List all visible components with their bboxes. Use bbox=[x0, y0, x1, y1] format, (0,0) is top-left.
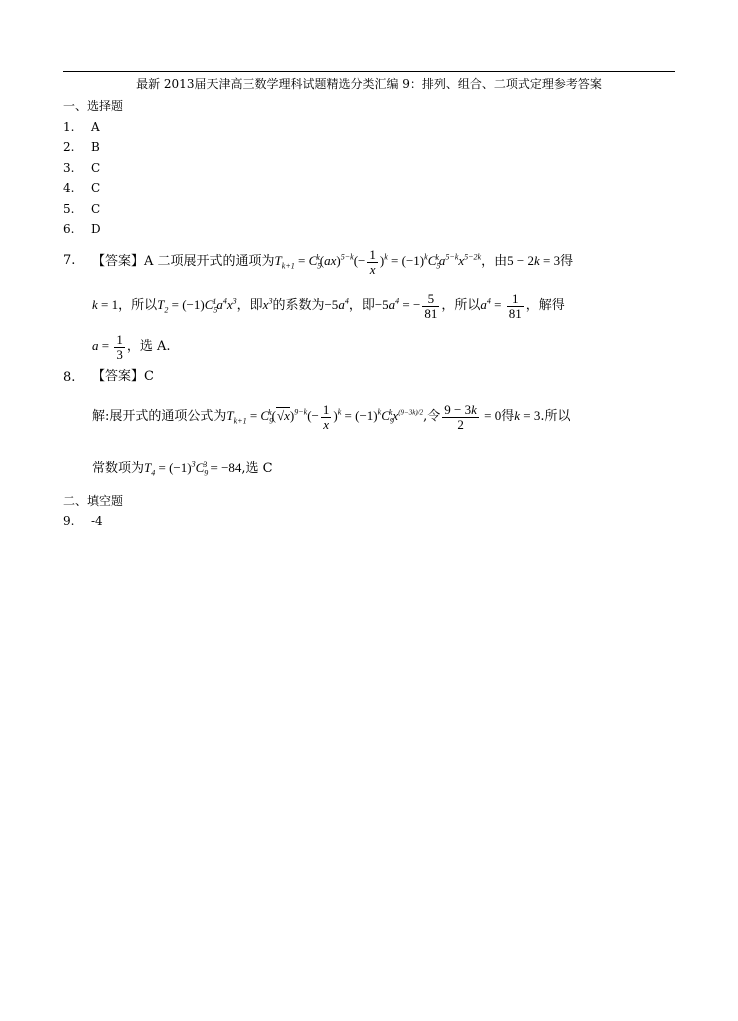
q8-answer: 【答案】C bbox=[92, 369, 154, 384]
q7-line-1: 【答案】A 二项展开式的通项为$T_{k+1} = C_5^k(ax)^{5-k}(-$ $\frac{1}{x}$ )$^k = (-1)^kC_5^ka^{5-k}x^{5-2k}$，由5 − 2k = 3得 bbox=[92, 247, 574, 277]
section-fill-heading: 二、填空题 bbox=[63, 494, 124, 508]
choice-answer-1: 1. A bbox=[63, 120, 100, 134]
choice-answer-2: 2. B bbox=[63, 140, 100, 154]
choice-answer-4: 4. C bbox=[63, 181, 101, 195]
choice-answer-3: 3. C bbox=[63, 161, 101, 175]
page-title: 最新 2013届天津高三数学理科试题精选分类汇编 9：排列、组合、二项式定理参考答案 bbox=[136, 77, 602, 91]
choice-answer-6: 6. D bbox=[63, 222, 101, 236]
q8-line-2: 常数项为$T_4 = (-1)^3C_9^3 = -84$,选 C bbox=[92, 459, 273, 478]
fill-answer-9: 9. -4 bbox=[63, 514, 103, 528]
q8-number: 8. bbox=[63, 370, 76, 385]
q7-line-3: a = $\frac{1}{3}$ ，选 A. bbox=[92, 332, 171, 362]
header-rule bbox=[63, 71, 675, 72]
q7-line-2: k = 1，所以$T_2 = (-1)C_5^1a^4x^3$，即$x^3$的系数为$-5a^4$，即$-5a^4$ = − $\frac{5}{81}$ ，所以$a^4$ = $\frac{1}{81}$ ，解得 bbox=[92, 291, 565, 321]
q8-line-1: 解:展开式的通项公式为$T_{k+1} = C_9^k(√x)^{9-k}(-$ $\frac{1}{x}$ )$^k = (-1)^kC_9^kx^{(9-3k)/2}$,令 $\frac{9 - 3k}{2}$ = 0得k = 3.所以 bbox=[92, 402, 571, 432]
choice-answer-5: 5. C bbox=[63, 202, 101, 216]
q7-number: 7. bbox=[63, 253, 76, 268]
section-choice-heading: 一、选择题 bbox=[63, 99, 124, 113]
